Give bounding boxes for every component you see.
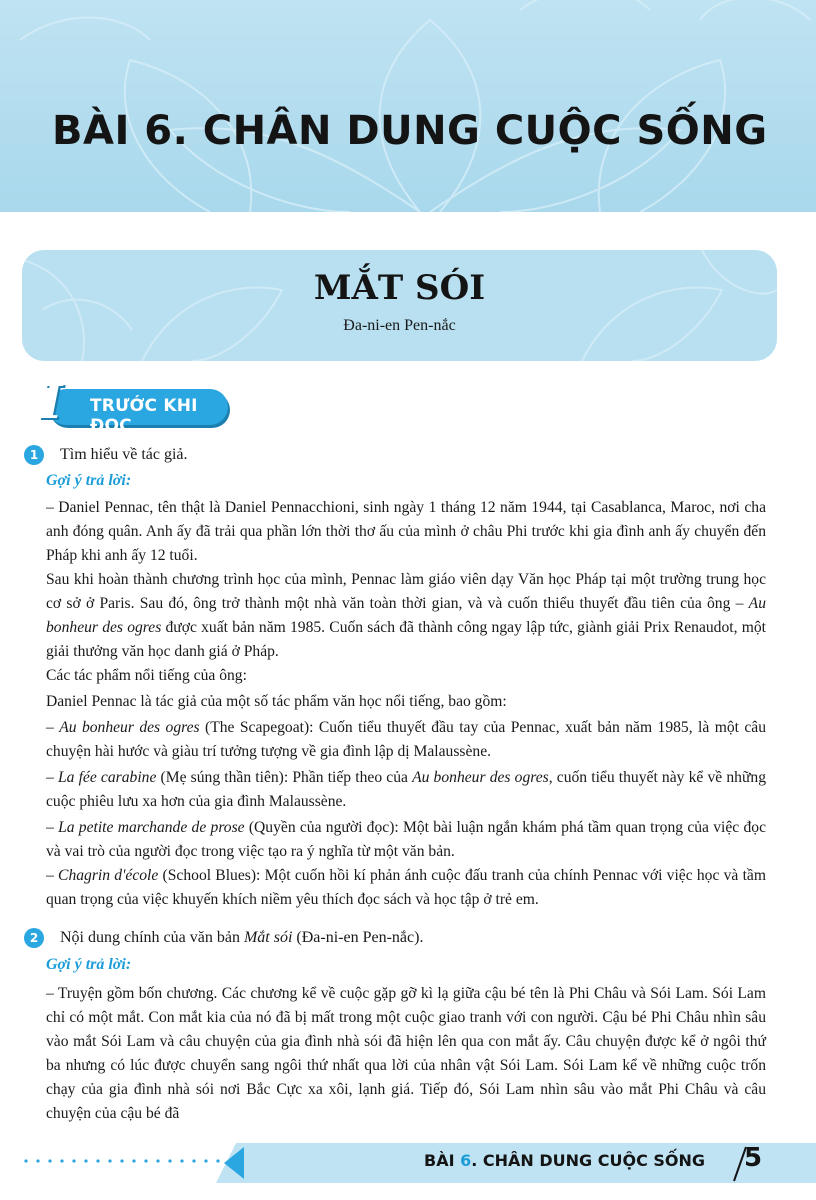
paragraph: – Truyện gồm bốn chương. Các chương kể về cuộc gặp gỡ kì lạ giữa cậu bé tên là Phi Châu và Sói Lam. Sói Lam chỉ có một mắt. Con mắt kia của nó đã bị mất trong một cuộc giao tranh với con người. Cậu bé Phi Châu nhìn sâu vào mắt Sói Lam và câu chuyện của gia đình nhà sói đã hiện lên qua con mắt ấy. Câu chuyện được kể ở ngôi thứ ba nhưng có lúc được chuyển sang ngôi thứ nhất qua lời của nhân vật Sói Lam. Sói Lam kể về những cuộc trốn chạy của gia đình nhà sói nơi Bắc Cực xa xôi, lạnh giá. Tiếp đó, Sói Lam nhìn sâu vào mắt Phi Châu và câu chuyện của cậu bé đã	[46, 985, 766, 1122]
footer-lesson-title: BÀI 6. CHÂN DUNG CUỘC SỐNG	[424, 1151, 706, 1170]
paragraph: Các tác phẩm nổi tiếng của ông:	[46, 667, 247, 684]
page-number: 5	[744, 1143, 763, 1173]
paragraph: – Daniel Pennac, tên thật là Daniel Pennacchioni, sinh ngày 1 tháng 12 năm 1944, tại Casablanca, Maroc, nơi cha anh đóng quân. Anh ấy đã trải qua phần lớn thời thơ ấu của mình ở châu Phi trước khi gia đình anh ấy chuyển đến Pháp khi anh ấy 12 tuổi.	[46, 499, 766, 564]
work-item: – La fée carabine (Mẹ súng thần tiên): Phần tiếp theo của Au bonheur des ogres, cuốn tiểu thuyết này kể về những cuộc phiêu lưu xa hơn của gia đình Malaussène.	[46, 769, 767, 810]
header-band	[0, 0, 816, 212]
work-title: La petite marchande de prose	[58, 819, 245, 836]
question-2	[24, 928, 423, 948]
paragraph-text: được xuất bản năm 1985. Cuốn sách đã thành công ngay lập tức, giành giải Prix Renaudot, một giải thưởng văn học danh giá ở Pháp.	[46, 619, 766, 660]
work-desc: (Quyền của người đọc): Một bài luận ngắn khám phá tầm quan trọng của việc đọc và vai trò của người đọc trong việc tạo ra ý nghĩa từ một văn bản.	[46, 819, 766, 860]
work-desc: (The Scapegoat): Cuốn tiểu thuyết đầu tay của Pennac, xuất bản năm 1985, là một câu chuyện hài hước và giàu trí tưởng tượng về gia đình lập dị Malaussène.	[46, 719, 766, 760]
hint-label: Gợi ý trả lời:	[46, 472, 132, 489]
work-title: Au bonheur des ogres	[59, 719, 200, 736]
paragraph	[46, 568, 766, 664]
question-text: Nội dung chính của văn bản Mắt sói (Đa-ni-en Pen-nắc).	[60, 929, 424, 946]
work-desc: , cuốn tiểu thuyết này kể về những cuộc phiêu lưu xa hơn của gia đình Malaussène.	[46, 769, 767, 810]
article-author: Đa-ni-en Pen-nắc	[343, 317, 456, 334]
work-desc: (School Blues): Một cuốn hồi kí phản ánh cuộc đấu tranh của chính Pennac với việc học và tầm quan trọng của việc khuyến khích niềm yêu thích đọc sách và học tập ở trẻ em.	[46, 867, 766, 908]
paragraph-text: Sau khi hoàn thành chương trình học của mình, Pennac làm giáo viên dạy Văn học Pháp tại một trường trung học cơ sở ở Paris. Sau đó, ông trở thành một nhà văn toàn thời gian, và và cuốn thiểu thuyết đầu tiên của ông –	[46, 571, 766, 612]
lesson-title: BÀI 6. CHÂN DUNG CUỘC SỐNG	[52, 108, 768, 154]
work-desc: (Mẹ súng thần tiên): Phần tiếp theo của	[156, 769, 413, 786]
work-title: Au bonheur des ogres	[412, 769, 549, 786]
section-label: TRƯỚC KHI ĐỌC	[90, 396, 198, 436]
section-numeral: I	[40, 374, 63, 430]
work-title: Au bonheur des ogres	[46, 595, 766, 636]
work-title: Chagrin d'école	[58, 867, 159, 884]
question-number: 2	[24, 928, 44, 948]
question-text: Tìm hiểu về tác giả.	[60, 446, 188, 463]
work-item: – La petite marchande de prose (Quyền của người đọc): Một bài luận ngắn khám phá tầm quan trọng của việc đọc và vai trò của người đọc trong việc tạo ra ý nghĩa từ một văn bản.	[46, 819, 766, 860]
footer-dots	[20, 1158, 240, 1164]
question-1	[24, 445, 188, 465]
article-title: MẮT SÓI	[313, 268, 486, 308]
lotus-decoration	[0, 0, 816, 212]
article-title-card	[22, 250, 777, 361]
work-item: – Au bonheur des ogres (The Scapegoat): Cuốn tiểu thuyết đầu tay của Pennac, xuất bản năm 1985, là một câu chuyện hài hước và giàu trí tưởng tượng về gia đình lập dị Malaussène.	[46, 719, 766, 760]
work-title: La fée carabine	[57, 769, 157, 786]
paragraph: Daniel Pennac là tác giả của một số tác phẩm văn học nổi tiếng, bao gồm:	[46, 693, 507, 710]
question-number: 1	[24, 445, 44, 465]
hint-label: Gợi ý trả lời:	[46, 956, 132, 973]
work-item: – Chagrin d'école (School Blues): Một cuốn hồi kí phản ánh cuộc đấu tranh của chính Pennac với việc học và tầm quan trọng của việc khuyến khích niềm yêu thích đọc sách và học tập ở trẻ em.	[46, 867, 766, 908]
section-badge	[40, 374, 230, 436]
